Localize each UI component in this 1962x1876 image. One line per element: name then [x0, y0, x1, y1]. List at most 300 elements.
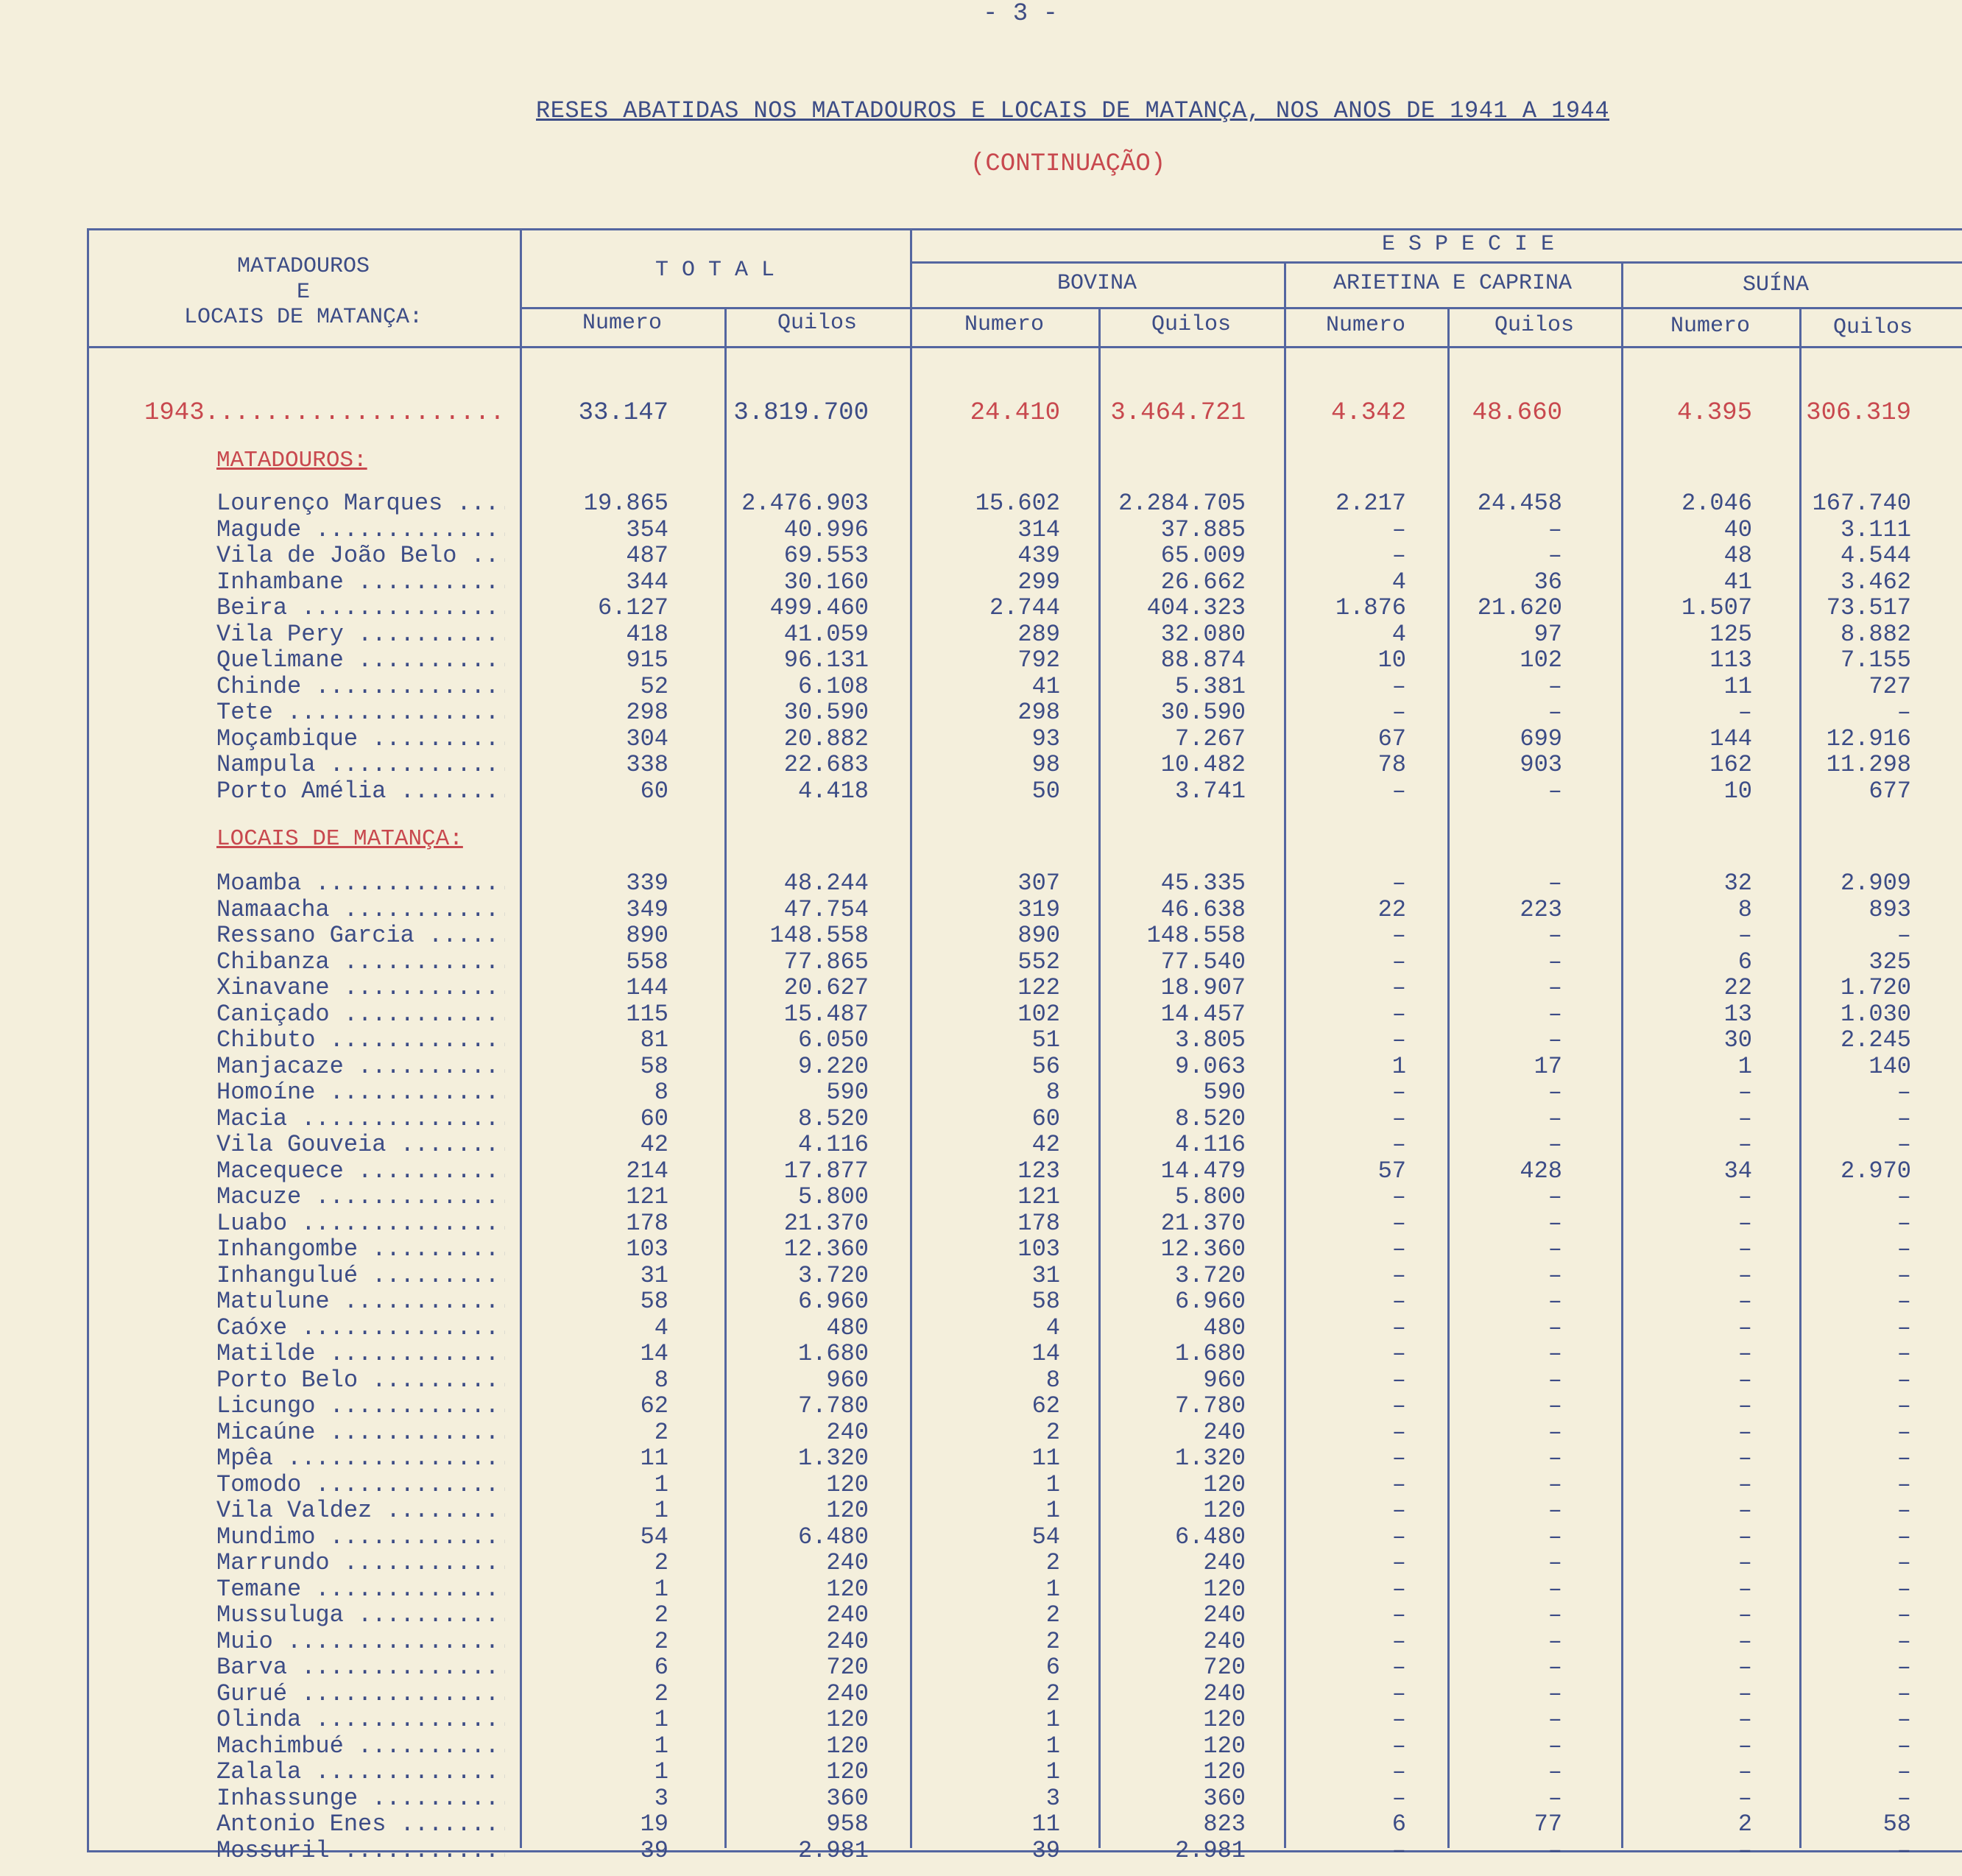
cell-total-quilos: 47.754 [783, 895, 869, 923]
cell-arietina-quilos: – [1548, 948, 1562, 976]
cell-suina-quilos: 1.030 [1840, 1000, 1911, 1028]
cell-arietina-quilos: 903 [1520, 751, 1562, 778]
cell-suina-quilos: – [1896, 1392, 1911, 1420]
row-name: Mpêa ..... [216, 1445, 505, 1472]
cell-suina-numero: 125 [1709, 620, 1752, 648]
cell-total-numero: 214 [626, 1157, 668, 1185]
row-name: Muio ..... [216, 1629, 505, 1655]
cell-total-quilos: 360 [826, 1784, 869, 1812]
cell-total-quilos: 17.877 [783, 1157, 869, 1185]
cell-bovina-quilos: 9.063 [1174, 1052, 1246, 1080]
cell-arietina-quilos: 102 [1520, 646, 1562, 674]
cell-suina-numero: – [1737, 1445, 1752, 1472]
cell-arietina-quilos: 97 [1534, 620, 1562, 648]
cell-bovina-quilos: 37.885 [1160, 515, 1246, 543]
cell-suina-quilos: – [1896, 1445, 1911, 1472]
cell-total-numero: 2 [654, 1549, 668, 1576]
cell-total-quilos: 21.370 [783, 1209, 869, 1237]
cell-suina-numero: 1.507 [1681, 594, 1752, 621]
cell-arietina-numero: – [1391, 870, 1406, 897]
cell-suina-quilos: 893 [1869, 895, 1911, 923]
cell-total-numero: 1 [654, 1497, 668, 1524]
table-row [0, 543, 1962, 569]
cell-total-quilos: 958 [826, 1810, 869, 1838]
cell-total-numero: 354 [626, 515, 668, 543]
cell-bovina-quilos: 480 [1203, 1313, 1246, 1341]
table-row [0, 1838, 1962, 1864]
cell-suina-numero: – [1737, 1079, 1752, 1106]
year-total-numero: 33.147 [578, 399, 668, 427]
row-name: Quelimane ..... [216, 647, 505, 674]
table-row [0, 1393, 1962, 1420]
cell-arietina-quilos: – [1548, 1732, 1562, 1760]
cell-arietina-quilos: – [1548, 1261, 1562, 1289]
cell-suina-quilos: – [1896, 1784, 1911, 1812]
table-row [0, 1288, 1962, 1315]
cell-bovina-quilos: 65.009 [1160, 542, 1246, 569]
cell-suina-quilos: – [1896, 1079, 1911, 1106]
cell-suina-numero: – [1737, 1523, 1752, 1551]
cell-bovina-quilos: 21.370 [1160, 1209, 1246, 1237]
cell-arietina-numero: – [1391, 1209, 1406, 1237]
cell-arietina-quilos: – [1548, 1340, 1562, 1367]
cell-total-numero: 115 [626, 1000, 668, 1028]
cell-bovina-numero: 6 [1045, 1654, 1060, 1681]
cell-suina-numero: 2 [1737, 1810, 1752, 1838]
cell-total-numero: 8 [654, 1366, 668, 1394]
row-name: Olinda ..... [216, 1707, 505, 1733]
cell-suina-quilos: 2.970 [1840, 1157, 1911, 1185]
cell-total-numero: 339 [626, 870, 668, 897]
row-name: Xinavane ..... [216, 975, 505, 1001]
cell-suina-numero: 22 [1723, 974, 1752, 1001]
cell-bovina-quilos: 120 [1203, 1575, 1246, 1603]
cell-total-numero: 487 [626, 542, 668, 569]
cell-suina-quilos: – [1896, 1601, 1911, 1629]
cell-bovina-numero: 8 [1045, 1366, 1060, 1394]
cell-arietina-numero: – [1391, 1000, 1406, 1028]
cell-bovina-quilos: 3.720 [1174, 1261, 1246, 1289]
cell-arietina-quilos: – [1548, 1784, 1562, 1812]
cell-bovina-quilos: 240 [1203, 1627, 1246, 1655]
cell-suina-quilos: – [1896, 1340, 1911, 1367]
cell-total-numero: 1 [654, 1470, 668, 1498]
cell-bovina-quilos: 8.520 [1174, 1104, 1246, 1132]
row-name: Mussuluga ..... [216, 1602, 505, 1629]
cell-arietina-quilos: – [1548, 1679, 1562, 1707]
cell-arietina-numero: – [1391, 1758, 1406, 1785]
cell-arietina-numero: – [1391, 1706, 1406, 1733]
cell-bovina-quilos: 7.780 [1174, 1392, 1246, 1420]
cell-arietina-quilos: – [1548, 515, 1562, 543]
row-name: Porto Belo ..... [216, 1367, 505, 1394]
cell-bovina-numero: 299 [1017, 568, 1060, 596]
cell-total-quilos: 69.553 [783, 542, 869, 569]
cell-suina-quilos: 7.155 [1840, 646, 1911, 674]
cell-arietina-numero: – [1391, 777, 1406, 805]
table-row [0, 1132, 1962, 1158]
cell-arietina-numero: – [1391, 1104, 1406, 1132]
table-row [0, 1445, 1962, 1472]
cell-bovina-quilos: 30.590 [1160, 699, 1246, 726]
row-name: Chinde ..... [216, 674, 505, 700]
row-name: Matulune ..... [216, 1288, 505, 1315]
cell-arietina-quilos: 223 [1520, 895, 1562, 923]
cell-total-quilos: 9.220 [797, 1052, 869, 1080]
cell-arietina-numero: – [1391, 1549, 1406, 1576]
header-rule-subcols [520, 307, 1962, 309]
cell-bovina-numero: 439 [1017, 542, 1060, 569]
table-row [0, 923, 1962, 949]
table-row [0, 490, 1962, 517]
year-bovina-numero: 24.410 [970, 399, 1060, 427]
cell-bovina-numero: 8 [1045, 1079, 1060, 1106]
cell-total-quilos: 720 [826, 1654, 869, 1681]
row-name: Porto Amélia ..... [216, 778, 505, 805]
row-name: Temane ..... [216, 1576, 505, 1603]
cell-bovina-quilos: 14.479 [1160, 1157, 1246, 1185]
cell-bovina-quilos: 32.080 [1160, 620, 1246, 648]
page-number: - 3 - [983, 0, 1059, 28]
cell-total-numero: 2 [654, 1601, 668, 1629]
cell-suina-numero: – [1737, 1575, 1752, 1603]
row-name: Moçambique ..... [216, 726, 505, 752]
cell-suina-quilos: – [1896, 1209, 1911, 1237]
cell-total-numero: 338 [626, 751, 668, 778]
cell-suina-quilos: – [1896, 1654, 1911, 1681]
cell-bovina-quilos: 120 [1203, 1470, 1246, 1498]
cell-total-quilos: 240 [826, 1679, 869, 1707]
cell-total-quilos: 120 [826, 1706, 869, 1733]
cell-arietina-quilos: – [1548, 974, 1562, 1001]
table-row [0, 1106, 1962, 1132]
cell-total-quilos: 240 [826, 1549, 869, 1576]
table-row [0, 1001, 1962, 1028]
cell-bovina-numero: 1 [1045, 1497, 1060, 1524]
cell-bovina-numero: 121 [1017, 1183, 1060, 1210]
cell-suina-numero: – [1737, 1758, 1752, 1785]
cell-suina-quilos: – [1896, 1183, 1911, 1210]
cell-suina-numero: 30 [1723, 1026, 1752, 1054]
cell-bovina-numero: 31 [1031, 1261, 1060, 1289]
row-name: Vila Gouveia ..... [216, 1132, 505, 1158]
cell-total-quilos: 15.487 [783, 1000, 869, 1028]
cell-arietina-numero: 4 [1391, 620, 1406, 648]
cell-suina-numero: – [1737, 1288, 1752, 1315]
cell-bovina-numero: 11 [1031, 1810, 1060, 1838]
cell-arietina-quilos: – [1548, 1000, 1562, 1028]
header-col0-line2: E [296, 280, 310, 305]
cell-total-quilos: 41.059 [783, 620, 869, 648]
cell-bovina-quilos: 7.267 [1174, 724, 1246, 752]
cell-bovina-quilos: 2.981 [1174, 1836, 1246, 1864]
cell-arietina-numero: – [1391, 1601, 1406, 1629]
cell-arietina-numero: 2.217 [1335, 490, 1406, 517]
cell-bovina-quilos: 3.741 [1174, 777, 1246, 805]
cell-suina-quilos: 12.916 [1826, 724, 1911, 752]
cell-bovina-numero: 1 [1045, 1758, 1060, 1785]
cell-suina-quilos: – [1896, 1235, 1911, 1263]
cell-total-quilos: 240 [826, 1418, 869, 1446]
header-especie: E S P E C I E [1381, 232, 1555, 257]
cell-suina-quilos: – [1896, 1288, 1911, 1315]
cell-total-quilos: 590 [826, 1079, 869, 1106]
cell-arietina-numero: – [1391, 699, 1406, 726]
cell-total-quilos: 120 [826, 1758, 869, 1785]
cell-bovina-numero: 2 [1045, 1549, 1060, 1576]
cell-total-quilos: 96.131 [783, 646, 869, 674]
table-row [0, 1707, 1962, 1733]
cell-suina-quilos: – [1896, 1706, 1911, 1733]
table-row [0, 1315, 1962, 1341]
cell-suina-numero: – [1737, 1627, 1752, 1655]
cell-bovina-numero: 122 [1017, 974, 1060, 1001]
row-name: Barva ..... [216, 1654, 505, 1681]
cell-suina-numero: – [1737, 1392, 1752, 1420]
cell-suina-numero: 10 [1723, 777, 1752, 805]
cell-total-numero: 2 [654, 1418, 668, 1446]
cell-suina-numero: – [1737, 1836, 1752, 1864]
cell-total-quilos: 499.460 [769, 594, 869, 621]
cell-suina-numero: 34 [1723, 1157, 1752, 1185]
header-arietina-numero: Numero [1325, 313, 1406, 338]
cell-bovina-quilos: 5.381 [1174, 672, 1246, 700]
table-row [0, 1654, 1962, 1681]
cell-arietina-quilos: 21.620 [1477, 594, 1562, 621]
cell-total-quilos: 120 [826, 1732, 869, 1760]
cell-arietina-quilos: – [1548, 1706, 1562, 1733]
year-arietina-quilos: 48.660 [1472, 399, 1562, 427]
cell-bovina-numero: 51 [1031, 1026, 1060, 1054]
cell-bovina-quilos: 404.323 [1146, 594, 1246, 621]
cell-arietina-numero: – [1391, 1679, 1406, 1707]
table-row [0, 674, 1962, 700]
cell-bovina-quilos: 120 [1203, 1732, 1246, 1760]
section-title-matadouros: MATADOUROS: [216, 448, 367, 473]
cell-arietina-quilos: – [1548, 1183, 1562, 1210]
cell-suina-quilos: 167.740 [1812, 490, 1911, 517]
cell-arietina-numero: – [1391, 1418, 1406, 1446]
cell-bovina-numero: 307 [1017, 870, 1060, 897]
cell-arietina-numero: – [1391, 974, 1406, 1001]
cell-bovina-numero: 2 [1045, 1627, 1060, 1655]
cell-suina-numero: – [1737, 1104, 1752, 1132]
row-name: Inhassunge ..... [216, 1785, 505, 1812]
cell-arietina-quilos: 699 [1520, 724, 1562, 752]
document-subtitle: (CONTINUAÇÃO) [970, 150, 1166, 178]
cell-arietina-quilos: – [1548, 1026, 1562, 1054]
row-name: Chibuto ..... [216, 1027, 505, 1054]
cell-total-quilos: 4.418 [797, 777, 869, 805]
cell-total-numero: 418 [626, 620, 668, 648]
cell-arietina-numero: – [1391, 922, 1406, 949]
row-name: Macequece ..... [216, 1158, 505, 1185]
cell-total-quilos: 6.108 [797, 672, 869, 700]
cell-total-quilos: 3.720 [797, 1261, 869, 1289]
table-row [0, 1054, 1962, 1080]
table-row [0, 1550, 1962, 1576]
cell-suina-numero: – [1737, 922, 1752, 949]
row-name: Magude ..... [216, 517, 505, 543]
cell-suina-numero: – [1737, 1784, 1752, 1812]
row-name: Licungo ..... [216, 1393, 505, 1420]
cell-bovina-quilos: 6.960 [1174, 1288, 1246, 1315]
table-row [0, 778, 1962, 805]
table-row [0, 897, 1962, 923]
cell-total-quilos: 40.996 [783, 515, 869, 543]
cell-arietina-quilos: – [1548, 1601, 1562, 1629]
cell-arietina-numero: – [1391, 542, 1406, 569]
cell-total-numero: 6 [654, 1654, 668, 1681]
row-name: Mundimo ..... [216, 1524, 505, 1551]
cell-arietina-quilos: 17 [1534, 1052, 1562, 1080]
cell-suina-numero: 48 [1723, 542, 1752, 569]
cell-arietina-numero: – [1391, 1235, 1406, 1263]
cell-arietina-numero: – [1391, 1575, 1406, 1603]
cell-bovina-quilos: 240 [1203, 1679, 1246, 1707]
cell-total-numero: 890 [626, 922, 668, 949]
cell-total-numero: 6.127 [597, 594, 668, 621]
cell-suina-numero: 144 [1709, 724, 1752, 752]
cell-arietina-numero: – [1391, 1131, 1406, 1158]
cell-bovina-quilos: 120 [1203, 1706, 1246, 1733]
cell-bovina-quilos: 88.874 [1160, 646, 1246, 674]
cell-bovina-numero: 98 [1031, 751, 1060, 778]
header-total-quilos: Quilos [777, 311, 858, 336]
cell-bovina-quilos: 45.335 [1160, 870, 1246, 897]
cell-arietina-numero: 1 [1391, 1052, 1406, 1080]
row-name: Gurué ..... [216, 1681, 505, 1707]
cell-bovina-numero: 50 [1031, 777, 1060, 805]
cell-arietina-numero: 57 [1377, 1157, 1406, 1185]
cell-suina-numero: – [1737, 1418, 1752, 1446]
cell-suina-numero: – [1737, 1654, 1752, 1681]
cell-suina-numero: – [1737, 1235, 1752, 1263]
cell-arietina-numero: – [1391, 1340, 1406, 1367]
cell-suina-quilos: – [1896, 1104, 1911, 1132]
cell-bovina-quilos: 148.558 [1146, 922, 1246, 949]
cell-bovina-quilos: 1.320 [1174, 1445, 1246, 1472]
year-arietina-numero: 4.342 [1330, 399, 1406, 427]
cell-total-quilos: 240 [826, 1627, 869, 1655]
cell-total-quilos: 120 [826, 1497, 869, 1524]
table-row [0, 1498, 1962, 1524]
cell-total-quilos: 8.520 [797, 1104, 869, 1132]
cell-suina-quilos: 1.720 [1840, 974, 1911, 1001]
cell-total-numero: 8 [654, 1079, 668, 1106]
row-name: Lourenço Marques ..... [216, 490, 505, 517]
header-total: T O T A L [654, 258, 775, 283]
cell-total-numero: 3 [654, 1784, 668, 1812]
cell-arietina-quilos: 36 [1534, 568, 1562, 596]
cell-arietina-quilos: – [1548, 1313, 1562, 1341]
header-rule-bottom [87, 346, 1962, 348]
cell-bovina-numero: 2 [1045, 1679, 1060, 1707]
cell-total-numero: 915 [626, 646, 668, 674]
row-name: Antonio Enes ..... [216, 1811, 505, 1838]
cell-arietina-quilos: – [1548, 1523, 1562, 1551]
cell-suina-numero: 6 [1737, 948, 1752, 976]
cell-suina-numero: 2.046 [1681, 490, 1752, 517]
table-row [0, 1811, 1962, 1838]
cell-bovina-quilos: 960 [1203, 1366, 1246, 1394]
cell-total-numero: 1 [654, 1758, 668, 1785]
cell-total-numero: 298 [626, 699, 668, 726]
table-row [0, 1263, 1962, 1289]
cell-total-quilos: 30.160 [783, 568, 869, 596]
cell-suina-quilos: 8.882 [1840, 620, 1911, 648]
cell-total-quilos: 22.683 [783, 751, 869, 778]
cell-bovina-numero: 11 [1031, 1445, 1060, 1472]
table-row [0, 1472, 1962, 1498]
cell-arietina-quilos: – [1548, 699, 1562, 726]
header-arietina: ARIETINA E CAPRINA [1333, 271, 1573, 296]
cell-arietina-numero: – [1391, 1261, 1406, 1289]
cell-arietina-numero: – [1391, 515, 1406, 543]
cell-total-quilos: 148.558 [769, 922, 869, 949]
row-name: Mossuril ..... [216, 1838, 505, 1864]
table-row [0, 1420, 1962, 1446]
cell-bovina-numero: 2 [1045, 1601, 1060, 1629]
cell-total-numero: 304 [626, 724, 668, 752]
cell-suina-numero: 13 [1723, 1000, 1752, 1028]
year-bovina-quilos: 3.464.721 [1110, 399, 1246, 427]
row-name: Nampula ..... [216, 752, 505, 778]
cell-arietina-numero: – [1391, 1366, 1406, 1394]
cell-total-numero: 14 [640, 1340, 668, 1367]
table-row [0, 1602, 1962, 1629]
year-suina-numero: 4.395 [1676, 399, 1752, 427]
table-row [0, 870, 1962, 897]
cell-total-quilos: 960 [826, 1366, 869, 1394]
table-row [0, 1629, 1962, 1655]
cell-suina-quilos: 2.909 [1840, 870, 1911, 897]
table-row [0, 699, 1962, 726]
cell-arietina-numero: 22 [1377, 895, 1406, 923]
cell-arietina-quilos: – [1548, 1575, 1562, 1603]
cell-arietina-quilos: – [1548, 1418, 1562, 1446]
row-name: Inhangulué ..... [216, 1263, 505, 1289]
cell-arietina-quilos: – [1548, 1470, 1562, 1498]
cell-bovina-numero: 4 [1045, 1313, 1060, 1341]
cell-total-numero: 144 [626, 974, 668, 1001]
cell-suina-quilos: – [1896, 1418, 1911, 1446]
cell-bovina-quilos: 120 [1203, 1758, 1246, 1785]
row-name: Inhambane ..... [216, 569, 505, 596]
cell-total-quilos: 240 [826, 1601, 869, 1629]
cell-suina-numero: 11 [1723, 672, 1752, 700]
cell-total-numero: 60 [640, 1104, 668, 1132]
cell-total-quilos: 1.320 [797, 1445, 869, 1472]
cell-arietina-quilos: 428 [1520, 1157, 1562, 1185]
table-row [0, 595, 1962, 621]
cell-arietina-quilos: – [1548, 1627, 1562, 1655]
row-name: Luabo ..... [216, 1210, 505, 1237]
cell-total-quilos: 6.960 [797, 1288, 869, 1315]
cell-arietina-numero: – [1391, 1026, 1406, 1054]
cell-total-numero: 42 [640, 1131, 668, 1158]
cell-arietina-numero: – [1391, 1288, 1406, 1315]
year-label: 1943 ..... [144, 399, 505, 427]
cell-total-quilos: 2.981 [797, 1836, 869, 1864]
cell-total-numero: 52 [640, 672, 668, 700]
table-row [0, 647, 1962, 674]
cell-bovina-numero: 2.744 [989, 594, 1060, 621]
cell-suina-numero: 41 [1723, 568, 1752, 596]
cell-suina-quilos: – [1896, 1497, 1911, 1524]
cell-suina-quilos: – [1896, 1575, 1911, 1603]
cell-arietina-numero: 67 [1377, 724, 1406, 752]
